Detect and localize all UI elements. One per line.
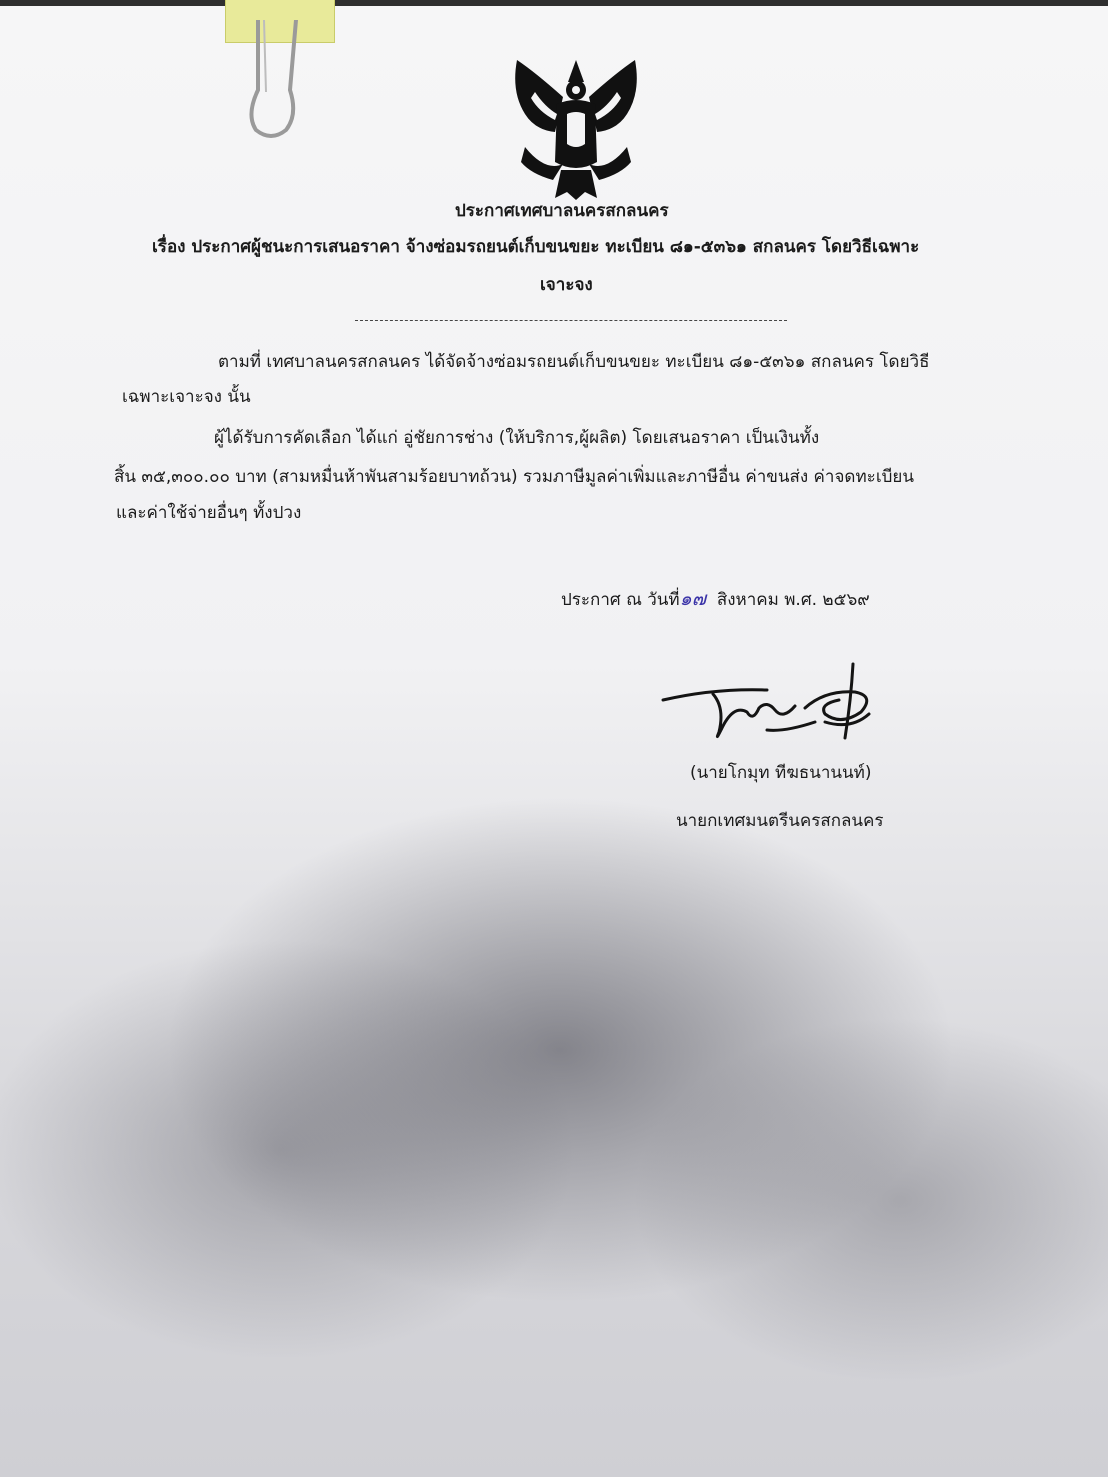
paragraph-2-line-1: ผู้ได้รับการคัดเลือก ได้แก่ อู่ชัยการช่าง (ให้บริการ,ผู้ผลิต) โดยเสนอราคา เป็นเงินทั้ง [214,428,820,448]
garuda-emblem-icon [505,52,647,200]
handwritten-signature [655,660,885,752]
paragraph-2-line-2: สิ้น ๓๕,๓๐๐.๐๐ บาท (สามหมื่นห้าพันสามร้อยบาทถ้วน) รวมภาษีมูลค่าเพิ่มและภาษีอื่น ค่าขนส่ง ค่าจดทะเบียน [114,467,914,487]
signer-title: นายกเทศมนตรีนครสกลนคร [676,811,884,831]
paragraph-2-line-3: และค่าใช้จ่ายอื่นๆ ทั้งปวง [116,503,302,523]
paragraph-1-line-1: ตามที่ เทศบาลนครสกลนคร ได้จัดจ้างซ่อมรถยนต์เก็บขนขยะ ทะเบียน ๘๑-๕๓๖๑ สกลนคร โดยวิธี [218,352,930,372]
handwritten-day: ๑๗ [679,588,706,610]
signer-name: (นายโกมุท ทีฆธนานนท์) [690,763,872,783]
date-prefix: ประกาศ ณ วันที่ [561,590,680,610]
paragraph-1-line-2: เฉพาะเจาะจง นั้น [122,387,251,407]
dashed-divider [355,320,787,321]
announcement-date [561,588,870,611]
page-top-edge [0,0,1108,6]
subject-line-1: เรื่อง ประกาศผู้ชนะการเสนอราคา จ้างซ่อมรถยนต์เก็บขนขยะ ทะเบียน ๘๑-๕๓๖๑ สกลนคร โดยวิธีเฉพาะ [152,237,920,257]
document-header: ประกาศเทศบาลนครสกลนคร [455,201,669,221]
binder-clip-icon [236,20,316,140]
subject-line-2: เจาะจง [540,275,593,295]
date-month-year: สิงหาคม พ.ศ. ๒๕๖๙ [716,590,870,610]
